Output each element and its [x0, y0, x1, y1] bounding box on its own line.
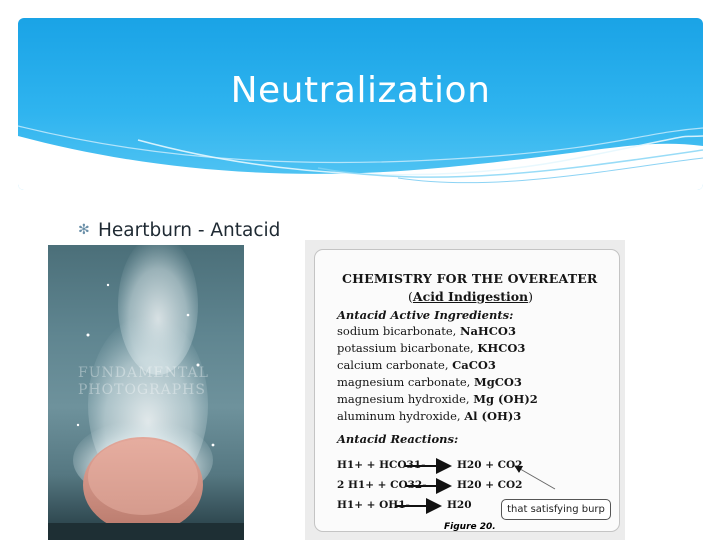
ingredient-item: potassium bicarbonate, KHCO3	[337, 341, 526, 355]
photo-watermark: FUNDAMENTAL PHOTOGRAPHS	[78, 365, 209, 398]
bullet-text: Heartburn - Antacid	[98, 219, 281, 241]
ingredient-item: magnesium hydroxide, Mg (OH)2	[337, 392, 538, 406]
bullet-item	[78, 215, 280, 245]
ingredient-item: magnesium carbonate, MgCO3	[337, 375, 522, 389]
figure-card	[314, 249, 620, 532]
chemistry-figure	[305, 240, 625, 540]
reaction-left: 2 H1+ + CO32-	[337, 479, 427, 491]
ingredients-heading: Antacid Active Ingredients:	[337, 308, 514, 322]
figure-title: CHEMISTRY FOR THE OVEREATER	[342, 271, 598, 286]
ingredient-item: aluminum hydroxide, Al (OH)3	[337, 409, 522, 423]
slide-title: Neutralization	[230, 70, 491, 111]
reaction-right: H20 + CO2	[457, 459, 523, 471]
figure-caption: Figure 20.	[444, 522, 496, 532]
ingredient-item: calcium carbonate, CaCO3	[337, 358, 496, 372]
reactions-heading: Antacid Reactions:	[337, 432, 459, 446]
title-banner	[18, 18, 703, 190]
asterisk-bullet-icon: ✻	[78, 222, 90, 238]
reaction-right: H20	[447, 499, 472, 511]
reaction-left: H1+ + HCO31-	[337, 459, 426, 471]
reaction-left: H1+ + OH1-	[337, 499, 410, 511]
ingredient-item: sodium bicarbonate, NaHCO3	[337, 324, 516, 338]
figure-subtitle: (Acid Indigestion)	[408, 289, 534, 304]
antacid-tablet-photo	[48, 245, 244, 540]
reaction-right: H20 + CO2	[457, 479, 523, 491]
burp-callout: that satisfying burp	[501, 499, 611, 520]
